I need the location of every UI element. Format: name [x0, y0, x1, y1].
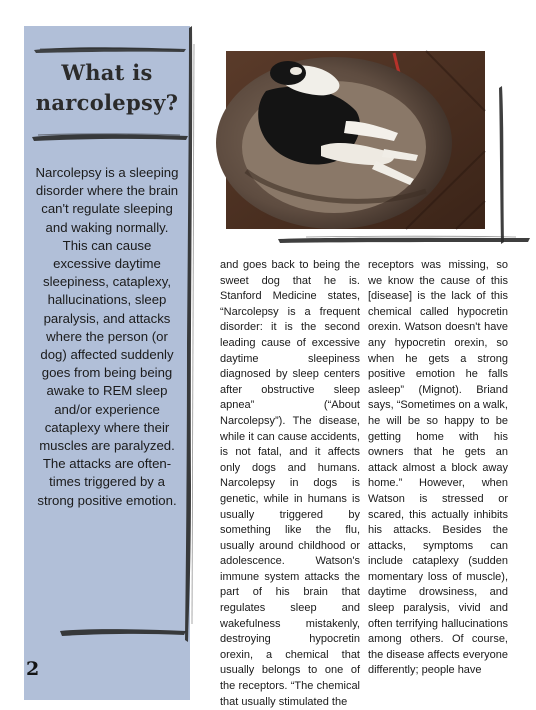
sidebar-title	[24, 58, 190, 118]
brush-stroke-bottom-left	[58, 622, 188, 642]
page-number: 2	[26, 658, 40, 680]
brush-stroke-vertical-left	[180, 24, 200, 644]
brush-stroke-photo-right	[494, 84, 512, 246]
brush-stroke-top-left	[30, 40, 190, 60]
article-column-2: receptors was missing, so we know the cause of this [disease] is the lack of this chemical called hypocretin orexin. Watson doesn't have any hypocretin orexin, so when he gets a strong positive emotion he falls asleep” (Mignot). Briand says, “Sometimes on a walk, he will be so happy to be getting home with his owners that he gets an attack almost a block away home.” However, when Watson is stressed or scared, this actually inhibits his attacks. Besides the attacks, symptoms can include cataplexy (sudden momentary loss of muscle), daytime drowsiness, and sleep paralysis, vivid and often terrifying hallucinations among others. Of course, the disease affects everyone differently; people have	[368, 259, 508, 677]
sidebar-title-line-1: What is	[61, 60, 153, 85]
sleeping-dog-photo-art	[226, 51, 485, 229]
sleeping-dog-photo	[226, 51, 485, 229]
brush-stroke-under-title	[30, 126, 190, 148]
sidebar-title-line-2: narcolepsy?	[35, 90, 179, 115]
article-column-1: and goes back to being the sweet dog that he is. Stanford Medicine states, “Narcolepsy is a frequent disorder: it is the second leading cause of excessive daytime sleepiness diagnosed by sleep centers after obstructive sleep apnea” (“About Narcolepsy”). The disease, while it can cause accidents, is not fatal, and it affects only dogs and humans. Narcolepsy in dogs is genetic, while in humans is usually triggered by something like the flu, usually around childhood or adolescence. Watson's immune system attacks the part of his brain that regulates sleep and wakefulness mistakenly, destroying hypocretin orexin, a chemical that usually belongs to one of the receptors. “The chemical that usually stimulated the	[220, 259, 360, 708]
sidebar-body-text: Narcolepsy is a sleeping disorder where the brain can't regulate sleeping and waking normally. This can cause excessive daytime sleepiness, cataplexy, hallucinations, sleep paralysis, and attacks where the person (or dog) affected suddenly goes from being being awake to REM sleep and/or experience cataplexy where their muscles are paralyzed. The attacks are often-times triggered by a strong positive emotion.	[35, 165, 179, 508]
brush-stroke-photo-bottom	[276, 232, 532, 248]
